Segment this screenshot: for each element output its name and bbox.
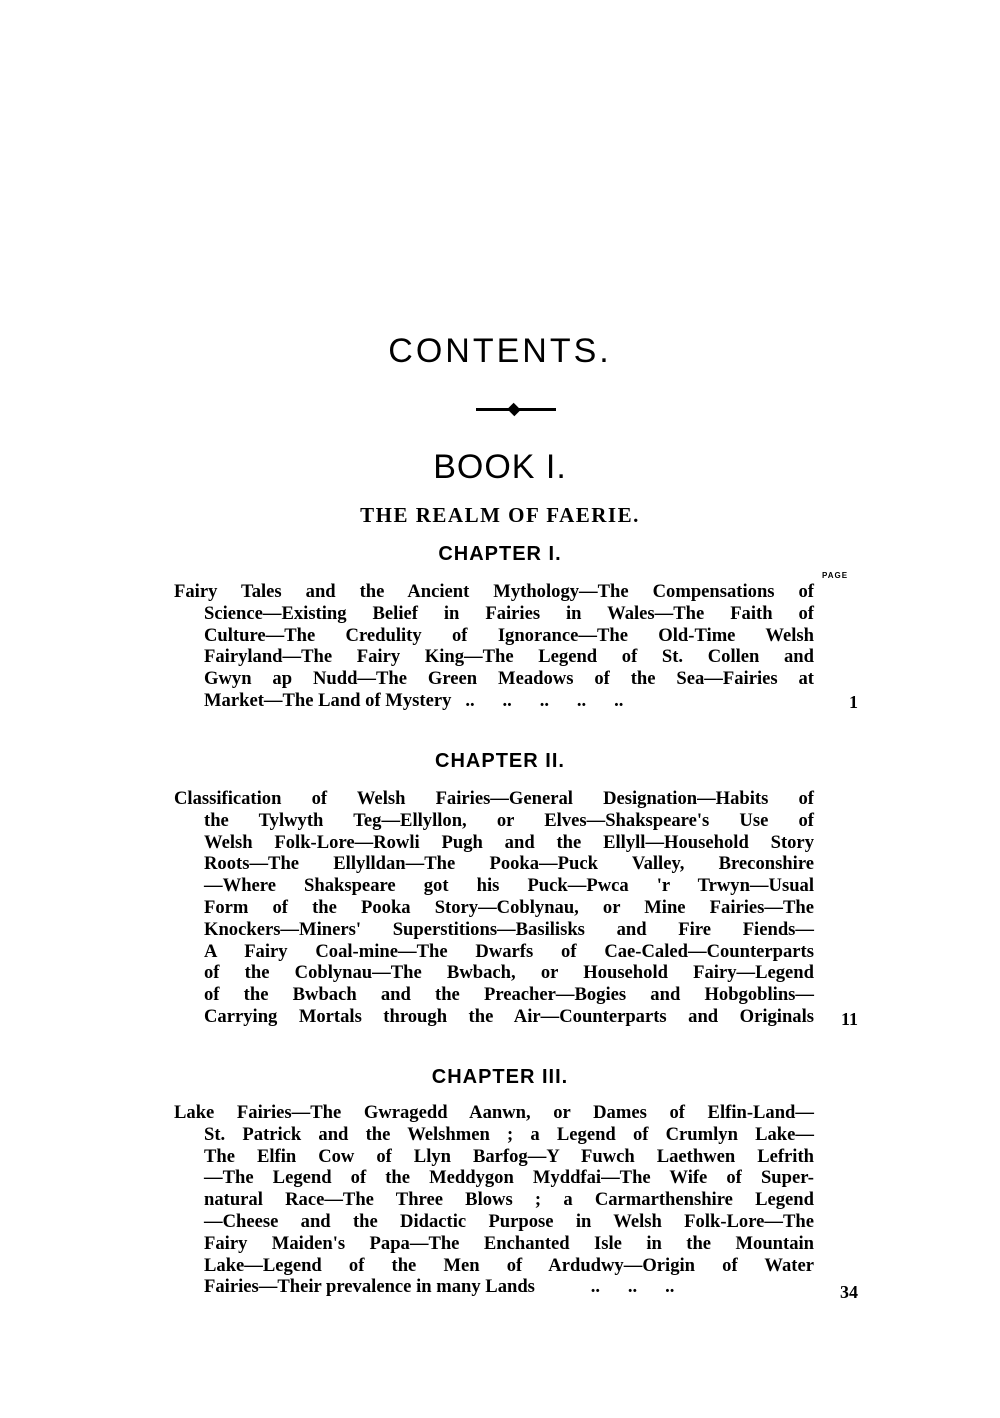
chapter-1-heading: CHAPTER I. — [438, 543, 562, 565]
synopsis-line: —The Legend of the Meddygon Myddfai—The Wife of Super- — [204, 1167, 814, 1189]
synopsis-line: Form of the Pooka Story—Coblynau, or Mine Fairies—The — [204, 896, 814, 918]
synopsis-line: Knockers—Miners' Superstitions—Basilisks and Fire Fiends— — [204, 918, 814, 940]
chapter-3-heading: CHAPTER III. — [431, 1066, 569, 1088]
synopsis-line: Fairy Maiden's Papa—The Enchanted Isle in the Mountain — [204, 1232, 814, 1254]
chapter-3-synopsis — [174, 1102, 814, 1298]
synopsis-line: of the Coblynau—The Bwbach, or Household Fairy—Legend — [204, 962, 814, 984]
synopsis-line: A Fairy Coal-mine—The Dwarfs of Cae-Caled—Counterparts — [204, 940, 814, 962]
synopsis-line: the Tylwyth Teg—Ellyllon, or Elves—Shakspeare's Use of — [204, 809, 814, 831]
chapter-1-page-number: 1 — [849, 692, 858, 712]
chapter-3-page-number: 34 — [840, 1282, 858, 1302]
chapter-2-synopsis — [174, 788, 814, 1028]
divider-diamond-icon — [507, 403, 520, 416]
dot-leaders: .. .. .. — [590, 1276, 675, 1298]
synopsis-line-text: Market—The Land of Mystery — [204, 689, 452, 711]
synopsis-line-final — [174, 1276, 814, 1298]
synopsis-line: Culture—The Credulity of Ignorance—The Old-Time Welsh — [204, 624, 814, 646]
synopsis-line: Welsh Folk-Lore—Rowli Pugh and the Ellyll—Household Story — [204, 831, 814, 853]
synopsis-line: Science—Existing Belief in Fairies in Wales—The Faith of — [204, 602, 814, 624]
page-column-label: PAGE — [822, 571, 849, 580]
book-title: BOOK I. — [433, 448, 567, 486]
synopsis-line: The Elfin Cow of Llyn Barfog—Y Fuwch Laethwen Lefrith — [204, 1145, 814, 1167]
synopsis-line: of the Bwbach and the Preacher—Bogies and Hobgoblins— — [204, 984, 814, 1006]
synopsis-line: Gwyn ap Nudd—The Green Meadows of the Sea—Fairies at — [204, 668, 814, 690]
synopsis-line: —Where Shakspeare got his Puck—Pwca 'r Trwyn—Usual — [204, 875, 814, 897]
chapter-2-page-number: 11 — [840, 1009, 858, 1029]
synopsis-line: Lake Fairies—The Gwragedd Aanwn, or Dames of Elfin-Land— — [174, 1102, 814, 1123]
dot-leaders: .. .. .. .. .. — [465, 689, 624, 711]
synopsis-line: —Cheese and the Didactic Purpose in Welsh Folk-Lore—The — [204, 1210, 814, 1232]
synopsis-line: Lake—Legend of the Men of Ardudwy—Origin of Water — [204, 1254, 814, 1276]
synopsis-line: St. Patrick and the Welshmen ; a Legend of Crumlyn Lake— — [204, 1123, 814, 1145]
book-subtitle: THE REALM OF FAERIE. — [360, 503, 640, 527]
synopsis-line: Fairy Tales and the Ancient Mythology—The Compensations of — [174, 581, 814, 602]
synopsis-line: natural Race—The Three Blows ; a Carmarthenshire Legend — [204, 1189, 814, 1211]
synopsis-line-final — [174, 690, 814, 712]
contents-title: CONTENTS. — [388, 332, 612, 370]
synopsis-line: Carrying Mortals through the Air—Counterparts and Originals — [204, 1005, 814, 1027]
synopsis-line-text: Fairies—Their prevalence in many Lands — [204, 1276, 535, 1298]
synopsis-line: Classification of Welsh Fairies—General Designation—Habits of — [174, 788, 814, 809]
synopsis-line: Roots—The Ellylldan—The Pooka—Puck Valley, Breconshire — [204, 853, 814, 875]
chapter-2-heading: CHAPTER II. — [435, 750, 565, 772]
chapter-1-synopsis — [174, 581, 814, 712]
synopsis-line: Fairyland—The Fairy King—The Legend of St. Collen and — [204, 646, 814, 668]
